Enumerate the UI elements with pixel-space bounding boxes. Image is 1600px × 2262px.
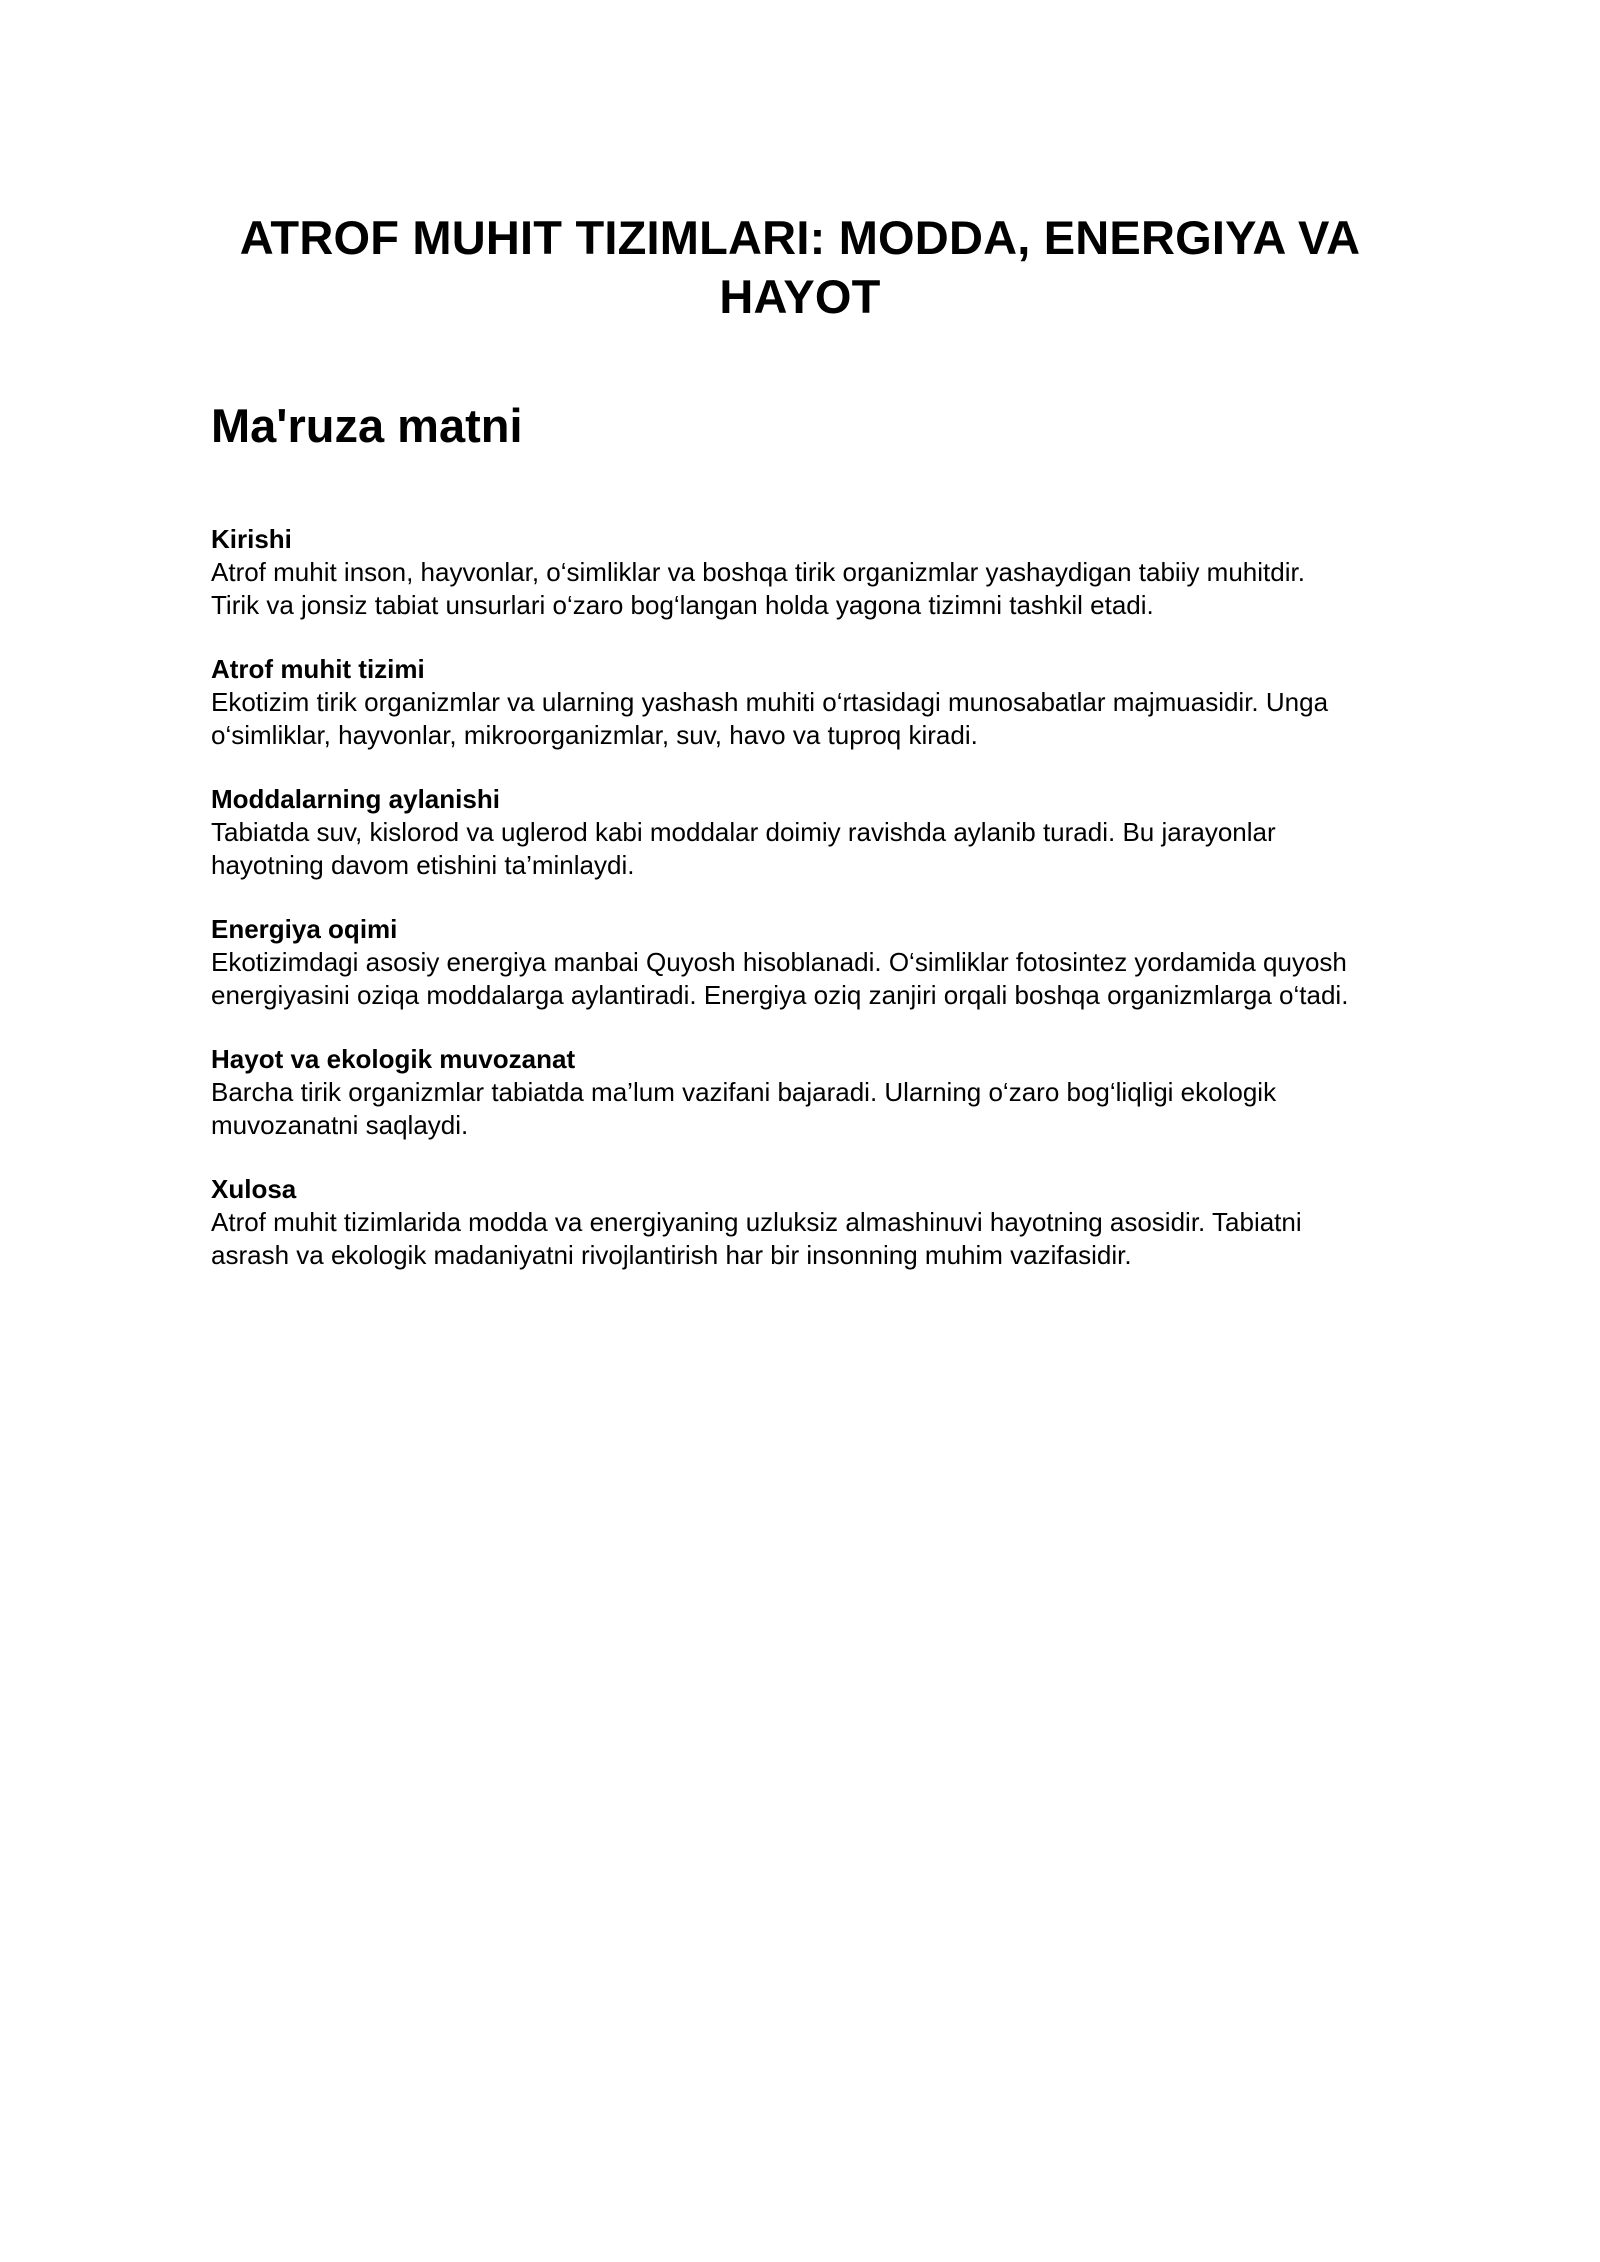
section-line: Barcha tirik organizmlar tabiatda ma’lum vazifani bajaradi. Ularning o‘zaro bog‘liqligi ekologik — [211, 1077, 1277, 1107]
sections-container — [211, 523, 1411, 1303]
section-line: o‘simliklar, hayvonlar, mikroorganizmlar, suv, havo va tuproq kiradi. — [211, 719, 978, 750]
section-heading: Atrof muhit tizimi — [211, 654, 425, 684]
section-line: hayotning davom etishini ta’minlaydi. — [211, 849, 635, 880]
section-line: Ekotizimdagi asosiy energiya manbai Quyosh hisoblanadi. O‘simliklar fotosintez yordamida quyosh — [211, 947, 1347, 977]
section-line: Atrof muhit tizimlarida modda va energiyaning uzluksiz almashinuvi hayotning asosidir. Tabiatni — [211, 1207, 1302, 1237]
section-line: energiyasini oziqa moddalarga aylantiradi. Energiya oziq zanjiri orqali boshqa organizmlarga o‘tadi. — [211, 979, 1349, 1010]
document-subtitle: Ma'ruza matni — [211, 399, 523, 452]
section-moddalarning-aylanishi — [211, 783, 1411, 881]
section-body — [211, 816, 1411, 881]
section-xulosa — [211, 1173, 1411, 1271]
section-body — [211, 1076, 1411, 1141]
section-energiya-oqimi — [211, 913, 1411, 1011]
section-hayot-va-ekologik-muvozanat — [211, 1043, 1411, 1141]
section-heading: Kirishi — [211, 524, 292, 554]
section-body — [211, 946, 1411, 1011]
section-line: Tirik va jonsiz tabiat unsurlari o‘zaro bog‘langan holda yagona tizimni tashkil etadi. — [211, 589, 1154, 620]
section-heading: Moddalarning aylanishi — [211, 784, 500, 814]
section-line: Tabiatda suv, kislorod va uglerod kabi moddalar doimiy ravishda aylanib turadi. Bu jarayonlar — [211, 817, 1276, 847]
section-line: muvozanatni saqlaydi. — [211, 1109, 469, 1140]
section-heading: Xulosa — [211, 1174, 297, 1204]
section-body — [211, 556, 1411, 621]
section-body — [211, 686, 1411, 751]
section-body — [211, 1206, 1411, 1271]
section-line: Ekotizim tirik organizmlar va ularning yashash muhiti o‘rtasidagi munosabatlar majmuasidir. Unga — [211, 687, 1329, 717]
section-line: asrash va ekologik madaniyatni rivojlantirish har bir insonning muhim vazifasidir. — [211, 1239, 1132, 1270]
section-atrof-muhit-tizimi — [211, 653, 1411, 751]
document-title: ATROF MUHIT TIZIMLARI: MODDA, ENERGIYA VA HAYOT — [239, 211, 1361, 323]
section-heading: Hayot va ekologik muvozanat — [211, 1044, 576, 1074]
section-line: Atrof muhit inson, hayvonlar, o‘simliklar va boshqa tirik organizmlar yashaydigan tabiiy muhitdir. — [211, 557, 1305, 587]
section-heading: Energiya oqimi — [211, 914, 398, 944]
section-kirishi — [211, 523, 1411, 621]
